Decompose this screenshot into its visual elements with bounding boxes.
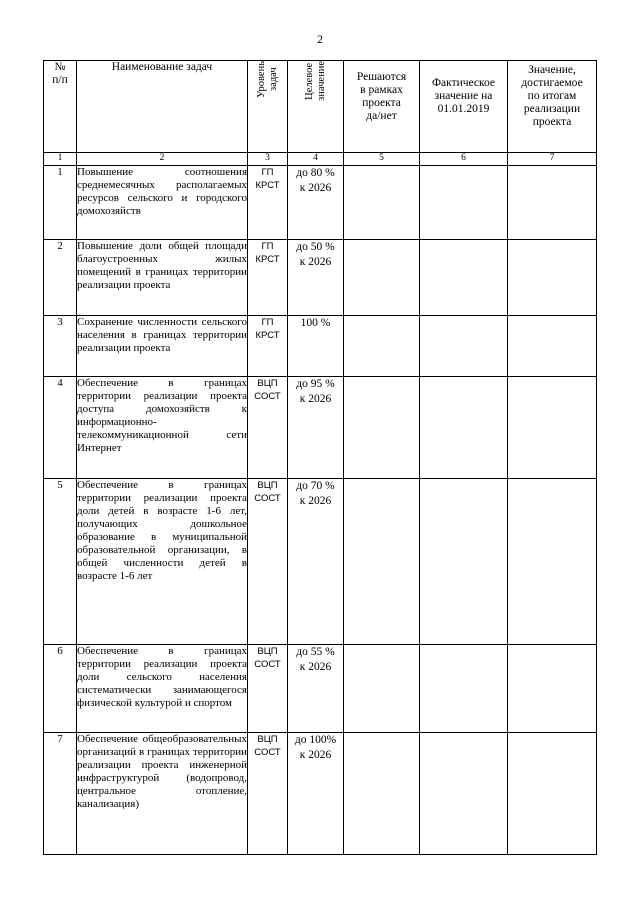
- task-level: [248, 479, 288, 645]
- task-level-line: КРСТ: [255, 330, 280, 341]
- task-name: [77, 377, 248, 479]
- column-index: 1: [44, 153, 77, 166]
- target-value-line: к 2026: [299, 749, 332, 761]
- table-row: [44, 645, 597, 733]
- task-name-text: Повышение доли общей площади благоустроенных жилых помещений в границах территории реализации проекта: [77, 240, 247, 291]
- achieved-cell: [508, 377, 597, 479]
- header-level-text: [256, 61, 280, 98]
- task-level-line: КРСТ: [255, 254, 280, 265]
- header-solved-line: проекта: [362, 97, 401, 109]
- actual-cell: [420, 166, 508, 240]
- achieved-cell: [508, 479, 597, 645]
- target-value-line: до 100%: [294, 734, 337, 746]
- header-achieved-line: проекта: [532, 116, 572, 128]
- target-value: [288, 733, 344, 855]
- solved-cell: [344, 479, 420, 645]
- actual-cell: [420, 733, 508, 855]
- row-number: 1: [44, 166, 77, 240]
- row-number: 5: [44, 479, 77, 645]
- table-row: [44, 166, 597, 240]
- target-value: [288, 645, 344, 733]
- target-value-line: до 55 %: [296, 646, 335, 658]
- column-index: 3: [248, 153, 288, 166]
- task-name: [77, 733, 248, 855]
- row-number: 2: [44, 240, 77, 316]
- header-target-line: значение: [315, 61, 327, 101]
- header-num-line: п/п: [52, 74, 68, 86]
- achieved-cell: [508, 240, 597, 316]
- solved-cell: [344, 316, 420, 377]
- target-value: [288, 166, 344, 240]
- target-value: [288, 316, 344, 377]
- task-level-line: СОСТ: [254, 391, 281, 402]
- target-value-line: к 2026: [299, 661, 332, 673]
- header-target-text: [304, 61, 328, 101]
- task-level-line: СОСТ: [254, 659, 281, 670]
- page-number: 2: [317, 32, 323, 46]
- task-name-text: Сохранение численности сельского населения в границах территории реализации проекта: [77, 316, 247, 354]
- target-value: [288, 240, 344, 316]
- actual-cell: [420, 645, 508, 733]
- task-name-text: Обеспечение в границах территории реализации проекта доступа домохозяйств к информационно-телекоммуникационной сети Интернет: [77, 377, 247, 454]
- achieved-cell: [508, 645, 597, 733]
- task-name-text: Обеспечение в границах территории реализации проекта доли сельского населения систематически занимающегося физической культурой и спортом: [77, 645, 247, 709]
- header-solved-line: да/нет: [366, 110, 397, 122]
- target-value-line: до 50 %: [296, 241, 335, 253]
- task-level: [248, 645, 288, 733]
- task-level-line: СОСТ: [254, 747, 281, 758]
- solved-cell: [344, 377, 420, 479]
- header-achieved-line: по итогам: [527, 90, 577, 102]
- row-number: 7: [44, 733, 77, 855]
- header-target-line: Целевое: [303, 62, 315, 100]
- header-num-line: №: [54, 61, 66, 73]
- task-name-text: Обеспечение в границах территории реализации проекта доли детей в возрасте 1-6 лет, получающих дошкольное образование в муниципальной образовательной организации, в общей численности детей в возрасте 1-6 лет: [77, 479, 247, 582]
- header-actual-line: 01.01.2019: [437, 103, 490, 115]
- row-number: 6: [44, 645, 77, 733]
- achieved-cell: [508, 733, 597, 855]
- header-level-line: задач: [267, 67, 279, 92]
- achieved-cell: [508, 166, 597, 240]
- header-actual-line: Фактическое: [431, 77, 496, 89]
- task-name: [77, 316, 248, 377]
- header-level: [248, 61, 288, 153]
- solved-cell: [344, 733, 420, 855]
- header-actual-line: значение на: [434, 90, 493, 102]
- target-value-line: до 70 %: [296, 480, 335, 492]
- task-level-line: ГП: [261, 241, 274, 252]
- header-level-line: Уровень: [255, 61, 267, 98]
- actual-cell: [420, 316, 508, 377]
- table-row: [44, 240, 597, 316]
- task-name: [77, 479, 248, 645]
- target-value-line: к 2026: [299, 393, 332, 405]
- task-level: [248, 377, 288, 479]
- table-row: [44, 316, 597, 377]
- target-value-line: до 95 %: [296, 378, 335, 390]
- header-achieved-line: Значение,: [528, 64, 576, 76]
- target-value: [288, 479, 344, 645]
- solved-cell: [344, 166, 420, 240]
- actual-cell: [420, 240, 508, 316]
- task-level-line: ГП: [261, 317, 274, 328]
- tasks-table: [43, 60, 597, 855]
- task-level: [248, 240, 288, 316]
- target-value-line: к 2026: [299, 256, 332, 268]
- achieved-cell: [508, 316, 597, 377]
- header-num: [44, 61, 77, 153]
- target-value-line: до 80 %: [296, 167, 335, 179]
- solved-cell: [344, 240, 420, 316]
- task-name: [77, 645, 248, 733]
- column-index: 5: [344, 153, 420, 166]
- column-index: 6: [420, 153, 508, 166]
- task-level-line: ГП: [261, 167, 274, 178]
- table-row: [44, 377, 597, 479]
- task-level-line: ВЦП: [257, 646, 278, 657]
- header-achieved: [508, 61, 597, 153]
- header-achieved-line: достигаемое: [521, 77, 583, 89]
- task-level-line: ВЦП: [257, 734, 278, 745]
- target-value-line: 100 %: [300, 317, 331, 329]
- header-solved: [344, 61, 420, 153]
- task-name: [77, 240, 248, 316]
- task-level: [248, 316, 288, 377]
- table-row: [44, 479, 597, 645]
- task-level-line: СОСТ: [254, 493, 281, 504]
- task-level-line: ВЦП: [257, 480, 278, 491]
- task-name: [77, 166, 248, 240]
- table-row: [44, 733, 597, 855]
- task-level: [248, 733, 288, 855]
- header-target: [288, 61, 344, 153]
- solved-cell: [344, 645, 420, 733]
- task-level-line: КРСТ: [255, 180, 280, 191]
- target-value-line: к 2026: [299, 495, 332, 507]
- row-number: 3: [44, 316, 77, 377]
- column-index: 2: [77, 153, 248, 166]
- header-solved-line: Решаются: [356, 71, 407, 83]
- header-name: Наименование задач: [77, 61, 248, 153]
- actual-cell: [420, 377, 508, 479]
- header-row: [44, 61, 597, 153]
- task-name-text: Обеспечение общеобразовательных организаций в границах территории реализации проекта инженерной инфраструктурой (водопровод, центральное отопление, канализация): [77, 733, 247, 810]
- row-number: 4: [44, 377, 77, 479]
- target-value-line: к 2026: [299, 182, 332, 194]
- header-achieved-line: реализации: [523, 103, 581, 115]
- column-index: 4: [288, 153, 344, 166]
- header-actual: [420, 61, 508, 153]
- actual-cell: [420, 479, 508, 645]
- task-name-text: Повышение соотношения среднемесячных располагаемых ресурсов сельского и городского домохозяйств: [77, 166, 247, 217]
- task-level-line: ВЦП: [257, 378, 278, 389]
- header-solved-line: в рамках: [360, 84, 403, 96]
- column-index: 7: [508, 153, 597, 166]
- target-value: [288, 377, 344, 479]
- column-index-row: [44, 153, 597, 166]
- task-level: [248, 166, 288, 240]
